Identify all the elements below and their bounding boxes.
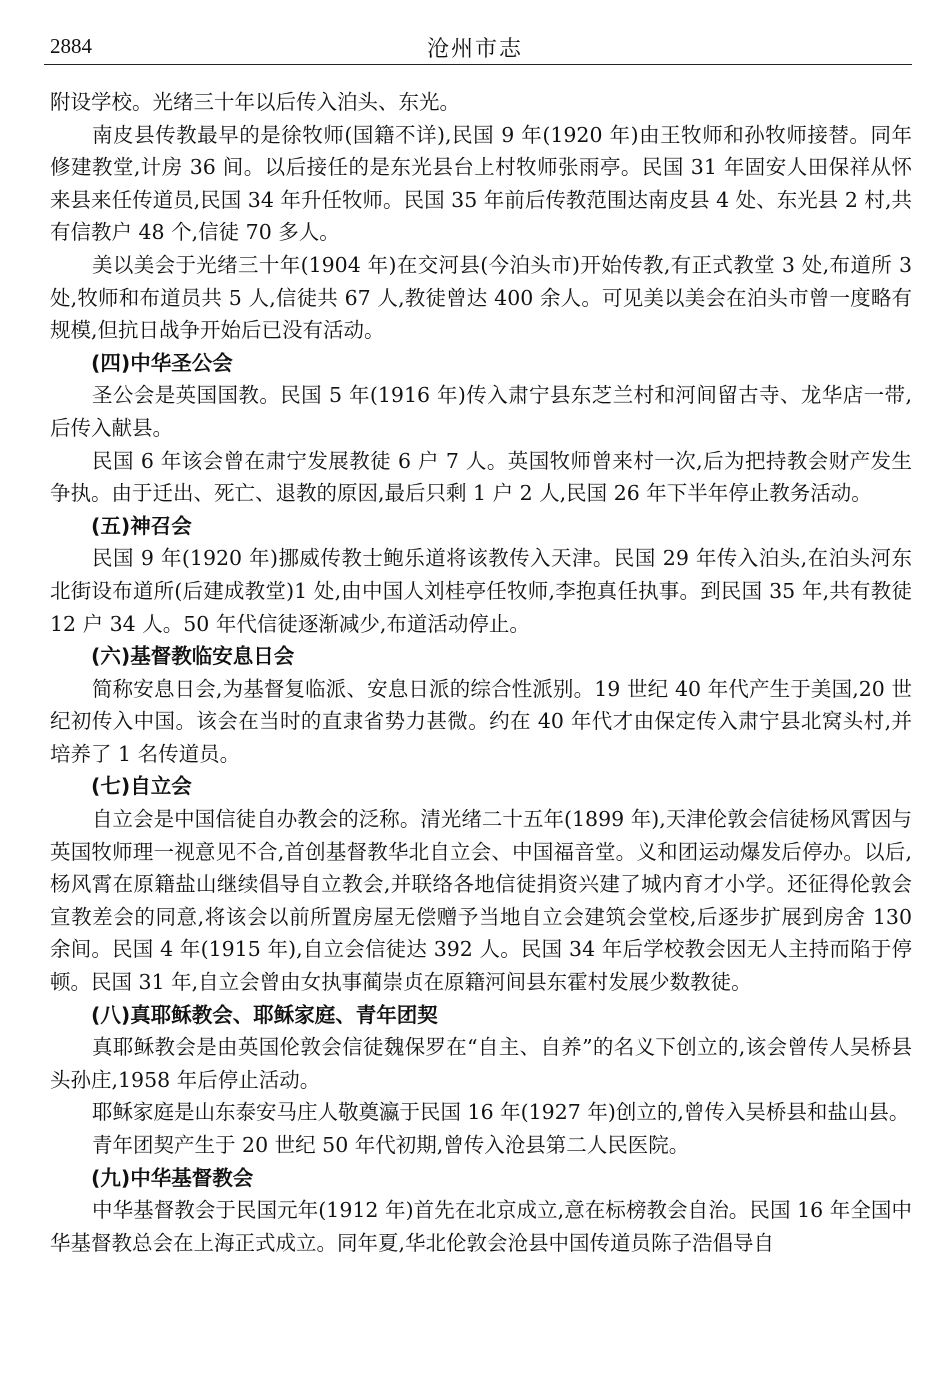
paragraph-continued: 附设学校。光绪三十年以后传入泊头、东光。 [50,90,460,114]
running-title: 沧州市志 [426,37,523,62]
section-heading-adventist: (六)基督教临安息日会 [91,644,295,669]
paragraph-adventist: 简称安息日会,为基督复临派、安息日派的综合性派别。19 世纪 40 年代产生于美国,20 世纪初传入中国。该会在当时的直隶省势力甚微。约在 40 年代才由保定传入肃宁县北窝头村,并培养了 1 名传道员。 [50,676,912,766]
page-header [0,0,950,64]
paragraph-nanpi: 南皮县传教最早的是徐牧师(国籍不详),民国 9 年(1920 年)由王牧师和孙牧师接替。同年修建教堂,计房 36 间。以后接任的是东光县台上村牧师张雨亭。民国 31 年固安人田保祥从怀来县来任传道员,民国 34 年升任牧师。民国 35 年前后传教范围达南皮县 4 处、东光县 2 村,共有信教户 48 个,信徒 70 多人。 [50,122,912,245]
paragraph-anglican-intro: 圣公会是英国国教。民国 5 年(1916 年)传入肃宁县东芝兰村和河间留古寺、龙华店一带,后传入献县。 [50,383,912,440]
header-rule [44,64,912,65]
paragraph-true-jesus: 真耶稣教会是由英国伦敦会信徒魏保罗在“自主、自养”的名义下创立的,该会曾传人吴桥县头孙庄,1958 年后停止活动。 [50,1035,912,1092]
paragraph-independent: 自立会是中国信徒自办教会的泛称。清光绪二十五年(1899 年),天津伦敦会信徒杨风霄因与英国牧师理一视意见不合,首创基督教华北自立会、中国福音堂。义和团运动爆发后停办。以后,杨风霄在原籍盐山继续倡导自立教会,并联络各地信徒捐资兴建了城内育才小学。还征得伦敦会宣教差会的同意,将该会以前所置房屋无偿赠予当地自立会建筑会堂校,后逐步扩展到房舍 130 余间。民国 4 年(1915 年),自立会信徒达 392 人。民国 34 年后学校教会因无人主持而陷于停顿。民国 31 年,自立会曾由女执事蔺崇贞在原籍河间县东霍村发展少数教徒。 [50,807,912,995]
paragraph-youth-fellowship: 青年团契产生于 20 世纪 50 年代初期,曾传入沧县第二人民医院。 [92,1133,690,1157]
page-body [50,86,912,1259]
section-heading-independent: (七)自立会 [91,774,192,799]
page-number: 2884 [50,34,92,58]
paragraph-anglican-history: 民国 6 年该会曾在肃宁发展教徒 6 户 7 人。英国牧师曾来村一次,后为把持教会财产发生争执。由于迁出、死亡、退教的原因,最后只剩 1 户 2 人,民国 26 年下半年停止教务活动。 [50,448,912,506]
section-heading-chinese-christian: (九)中华基督教会 [91,1165,254,1190]
paragraph-chinese-christian: 中华基督教会于民国元年(1912 年)首先在北京成立,意在标榜教会自治。民国 16 年全国中华基督教总会在上海正式成立。同年夏,华北伦敦会沧县中国传道员陈子浩倡导自 [50,1198,912,1255]
section-heading-anglican: (四)中华圣公会 [91,350,233,375]
section-heading-true-jesus: (八)真耶稣教会、耶稣家庭、青年团契 [91,1002,438,1027]
paragraph-methodist: 美以美会于光绪三十年(1904 年)在交河县(今泊头市)开始传教,有正式教堂 3 处,布道所 3 处,牧师和布道员共 5 人,信徒共 67 人,教徒曾达 400 余人。可见美以美会在泊头市曾一度略有规模,但抗日战争开始后已没有活动。 [50,252,912,343]
paragraph-assemblies: 民国 9 年(1920 年)挪威传教士鲍乐道将该教传入天津。民国 29 年传入泊头,在泊头河东北街设布道所(后建成教堂)1 处,由中国人刘桂亭任牧师,李抱真任执事。到民国 35 年,共有教徒 12 户 34 人。50 年代信徒逐渐减少,布道活动停止。 [50,546,912,636]
section-heading-assemblies: (五)神召会 [91,513,192,538]
paragraph-jesus-family: 耶稣家庭是山东泰安马庄人敬奠瀛于民国 16 年(1927 年)创立的,曾传入吴桥县和盐山县。 [92,1100,910,1125]
